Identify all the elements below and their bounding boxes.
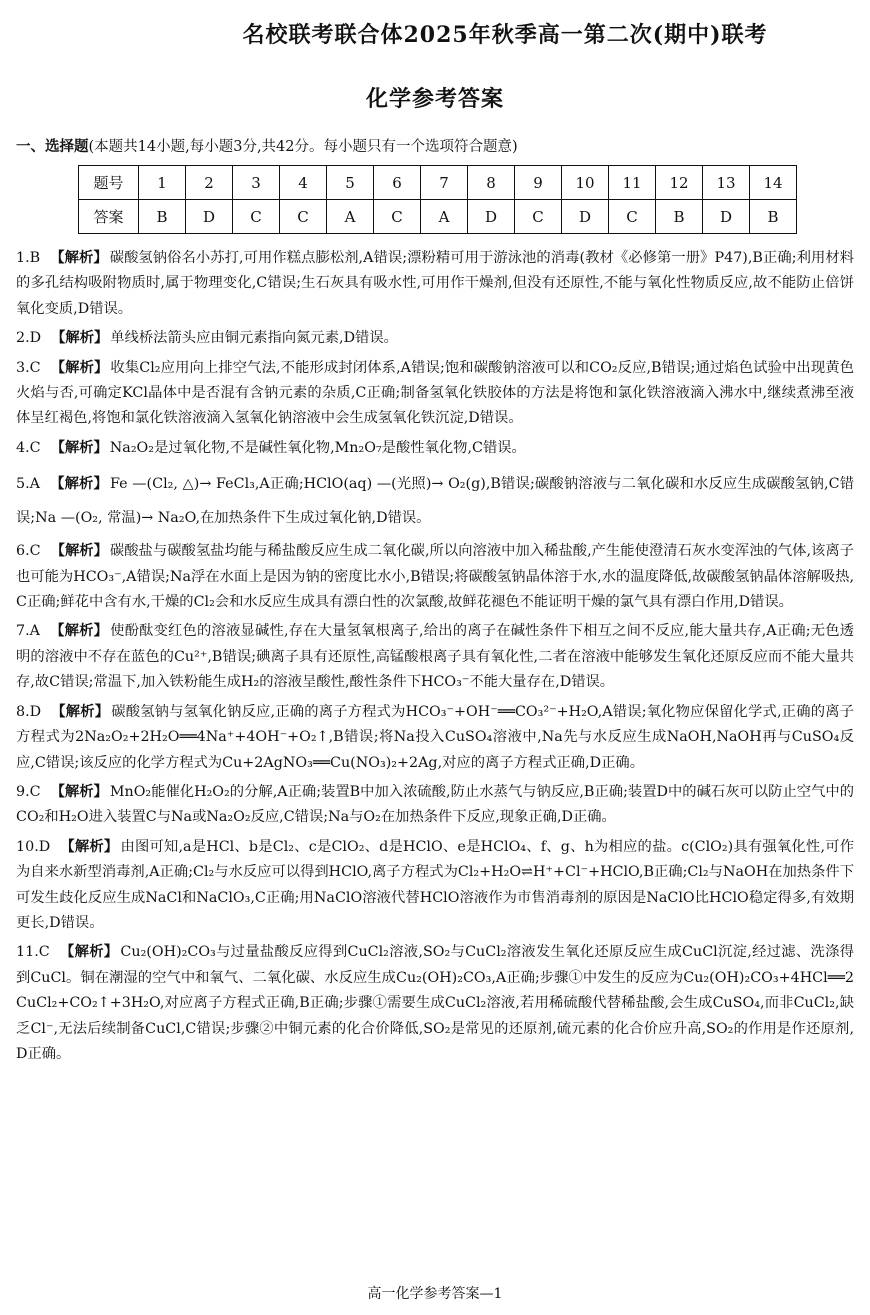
answer-cell: C xyxy=(609,200,656,234)
analysis-tag: 【解析】 xyxy=(50,783,108,800)
answer-cell: B xyxy=(750,200,797,234)
explanation-text: Na₂O₂是过氧化物,不是碱性氧化物,Mn₂O₇是酸性氧化物,C错误。 xyxy=(109,439,526,456)
section-heading xyxy=(16,135,856,156)
question-number: 4 xyxy=(280,166,327,200)
analysis-tag: 【解析】 xyxy=(50,543,108,560)
explanation-text: MnO₂能催化H₂O₂的分解,A正确;装置B中加入浓硫酸,防止水蒸气与钠反应,B正确;装置D中的碱石灰可以防止空气中的CO₂和H₂O进入装置C与Na或Na₂O₂反应,C错误;Na与O₂在加热条件下反应,现象正确,D正确。 xyxy=(16,783,855,826)
row-label-number: 题号 xyxy=(79,166,139,200)
explanation-item xyxy=(16,700,854,776)
explanation-number: 2.D xyxy=(16,330,42,347)
explanation-text: 碳酸盐与碳酸氢盐均能与稀盐酸反应生成二氧化碳,所以向溶液中加入稀盐酸,产生能使澄清石灰水变浑浊的气体,该离子也可能为HCO₃⁻,A错误;Na浮在水面上是因为钠的密度比水小,B错误;将碳酸氢钠晶体溶于水,水的温度降低,故碳酸氢钠晶体溶解吸热,C正确;鲜花中含有水,干燥的Cl₂会和水反应生成具有漂白性的次氯酸,故鲜花褪色不能证明干燥的氯气具有漂白作用,D错误。 xyxy=(16,543,854,611)
analysis-tag: 【解析】 xyxy=(50,250,108,266)
answer-row xyxy=(79,200,797,234)
question-number: 11 xyxy=(609,166,656,200)
question-number: 8 xyxy=(468,166,515,200)
explanation-text: Cu₂(OH)₂CO₃与过量盐酸反应得到CuCl₂溶液,SO₂与CuCl₂溶液发生氧化还原反应生成CuCl沉淀,经过滤、洗涤得到CuCl。铜在潮湿的空气中和氧气、二氧化碳、水反应生成Cu₂(OH)₂CO₃,A正确;步骤①中发生的反应为Cu₂(OH)₂CO₃+4HCl══2CuCl₂+CO₂↑+3H₂O,对应离子方程式正确,B正确;步骤①需要生成CuCl₂溶液,若用稀硫酸代替稀盐酸,会生成CuSO₄,而非CuCl₂,缺乏Cl⁻,无法后续制备CuCl,C错误;步骤②中铜元素的化合价降低,SO₂是常见的还原剂,硫元素的化合价应升高,SO₂的作用是作还原剂,D正确。 xyxy=(16,944,855,1062)
explanation-number: 8.D xyxy=(16,703,42,720)
question-number: 7 xyxy=(421,166,468,200)
answer-cell: D xyxy=(703,200,750,234)
section-label: 一、选择题 xyxy=(16,139,89,155)
analysis-tag: 【解析】 xyxy=(60,838,119,855)
answer-cell: C xyxy=(280,200,327,234)
question-number: 10 xyxy=(562,166,609,200)
answer-cell: A xyxy=(327,200,374,234)
explanation-number: 7.A xyxy=(16,623,40,640)
answer-cell: A xyxy=(421,200,468,234)
explanation-text: 碳酸氢钠与氢氧化钠反应,正确的离子方程式为HCO₃⁻+OH⁻══CO₃²⁻+H₂O,A错误;氧化物应保留化学式,正确的离子方程式为2Na₂O₂+2H₂O══4Na⁺+4OH⁻+O₂↑,B错误;将Na投入CuSO₄溶液中,Na先与水反应生成NaOH,NaOH再与CuSO₄反应,C错误;该反应的化学方程式为Cu+2AgNO₃══Cu(NO₃)₂+2Ag,对应的离子方程式正确,D正确。 xyxy=(16,703,855,771)
explanation-number: 4.C xyxy=(16,439,41,456)
section-note: (本题共14小题,每小题3分,共42分。每小题只有一个选项符合题意) xyxy=(88,139,518,155)
explanation-number: 10.D xyxy=(16,838,51,855)
explanation-item xyxy=(16,246,854,322)
answer-cell: D xyxy=(186,200,233,234)
explanation-item xyxy=(16,780,854,831)
question-number: 6 xyxy=(374,166,421,200)
explanation-item xyxy=(16,940,854,1067)
explanation-number: 9.C xyxy=(16,783,41,800)
answer-cell: C xyxy=(233,200,280,234)
question-number: 9 xyxy=(515,166,562,200)
question-number: 14 xyxy=(750,166,797,200)
explanation-item xyxy=(16,467,854,535)
answer-key-table xyxy=(78,165,797,234)
analysis-tag: 【解析】 xyxy=(49,476,108,493)
explanation-text: 单线桥法箭头应由铜元素指向氮元素,D错误。 xyxy=(110,330,398,347)
analysis-tag: 【解析】 xyxy=(50,439,108,456)
analysis-tag: 【解析】 xyxy=(59,944,119,961)
exam-title: 名校联考联合体2025年秋季高一第二次(期中)联考 xyxy=(242,22,768,48)
analysis-tag: 【解析】 xyxy=(51,330,109,347)
answer-cell: B xyxy=(139,200,186,234)
explanation-number: 6.C xyxy=(16,543,41,560)
explanation-item xyxy=(16,835,854,937)
explanation-text: 使酚酞变红色的溶液显碱性,存在大量氢氧根离子,给出的离子在碱性条件下相互之间不反应,能大量共存,A正确;无色透明的溶液中不存在蓝色的Cu²⁺,B错误;碘离子具有还原性,高锰酸根离子具有氧化性,二者在溶液中能够发生氧化还原反应而不能大量共存,故C错误;常温下,加入铁粉能生成H₂的溶液呈酸性,酸性条件下HCO₃⁻不能大量存在,D错误。 xyxy=(16,623,854,691)
document-title: 化学参考答案 xyxy=(365,87,504,112)
explanation-item xyxy=(16,356,854,432)
explanation-list xyxy=(16,246,854,1067)
explanation-number: 11.C xyxy=(16,944,50,961)
explanation-text: 收集Cl₂应用向上排空气法,不能形成封闭体系,A错误;饱和碳酸钠溶液可以和CO₂反应,B错误;通过焰色试验中出现黄色火焰与否,可确定KCl晶体中是否混有含钠元素的杂质,C正确;制备氢氧化铁胶体的方法是将饱和氯化铁溶液滴入沸水中,继续煮沸至液体呈红褐色,将饱和氯化铁溶液滴入氢氧化钠溶液中会生成氢氧化铁沉淀,D错误。 xyxy=(16,359,854,427)
explanation-number: 1.B xyxy=(16,250,41,266)
question-number: 13 xyxy=(703,166,750,200)
explanation-item xyxy=(16,436,854,461)
explanation-item xyxy=(16,539,854,615)
analysis-tag: 【解析】 xyxy=(50,359,109,376)
answer-cell: D xyxy=(562,200,609,234)
answer-cell: C xyxy=(515,200,562,234)
question-number: 12 xyxy=(656,166,703,200)
explanation-text: 由图可知,a是HCl、b是Cl₂、c是ClO₂、d是HClO、e是HClO₄、f、g、h为相应的盐。c(ClO₂)具有强氧化性,可作为自来水新型消毒剂,A正确;Cl₂与水反应可以得到HClO,离子方程式为Cl₂+H₂O⇌H⁺+Cl⁻+HClO,B正确;Cl₂与NaOH在加热条件下可发生歧化反应生成NaCl和NaClO₃,C正确;用NaClO溶液代替HClO溶液作为市售消毒剂的原因是NaClO比HClO稳定得多,有效期更长,D错误。 xyxy=(16,838,854,931)
explanation-number: 5.A xyxy=(16,476,40,493)
explanation-text: Fe —(Cl₂, △)→ FeCl₃,A正确;HClO(aq) —(光照)→ O₂(g),B错误;碳酸钠溶液与二氧化碳和水反应生成碳酸氢钠,C错误;Na —(O₂, 常温)→ Na₂O,在加热条件下生成过氧化钠,D错误。 xyxy=(16,476,854,527)
explanation-item xyxy=(16,326,854,351)
answer-cell: C xyxy=(374,200,421,234)
question-number: 2 xyxy=(186,166,233,200)
explanation-text: 碳酸氢钠俗名小苏打,可用作糕点膨松剂,A错误;漂粉精可用于游泳池的消毒(教材《必修第一册》P47),B正确;利用材料的多孔结构吸附物质时,属于物理变化,C错误;生石灰具有吸水性,可用作干燥剂,但没有还原性,不能与氧化性物质反应,故不能防止倍饼氧化变质,D错误。 xyxy=(16,250,855,317)
answer-cell: D xyxy=(468,200,515,234)
question-number-row xyxy=(79,166,797,200)
question-number: 3 xyxy=(233,166,280,200)
answer-cell: B xyxy=(656,200,703,234)
explanation-number: 3.C xyxy=(16,359,41,376)
question-number: 1 xyxy=(139,166,186,200)
analysis-tag: 【解析】 xyxy=(49,623,109,640)
question-number: 5 xyxy=(327,166,374,200)
row-label-answer: 答案 xyxy=(79,200,139,234)
analysis-tag: 【解析】 xyxy=(51,703,110,720)
page-footer: 高一化学参考答案—1 xyxy=(367,1286,503,1302)
explanation-item xyxy=(16,619,854,695)
